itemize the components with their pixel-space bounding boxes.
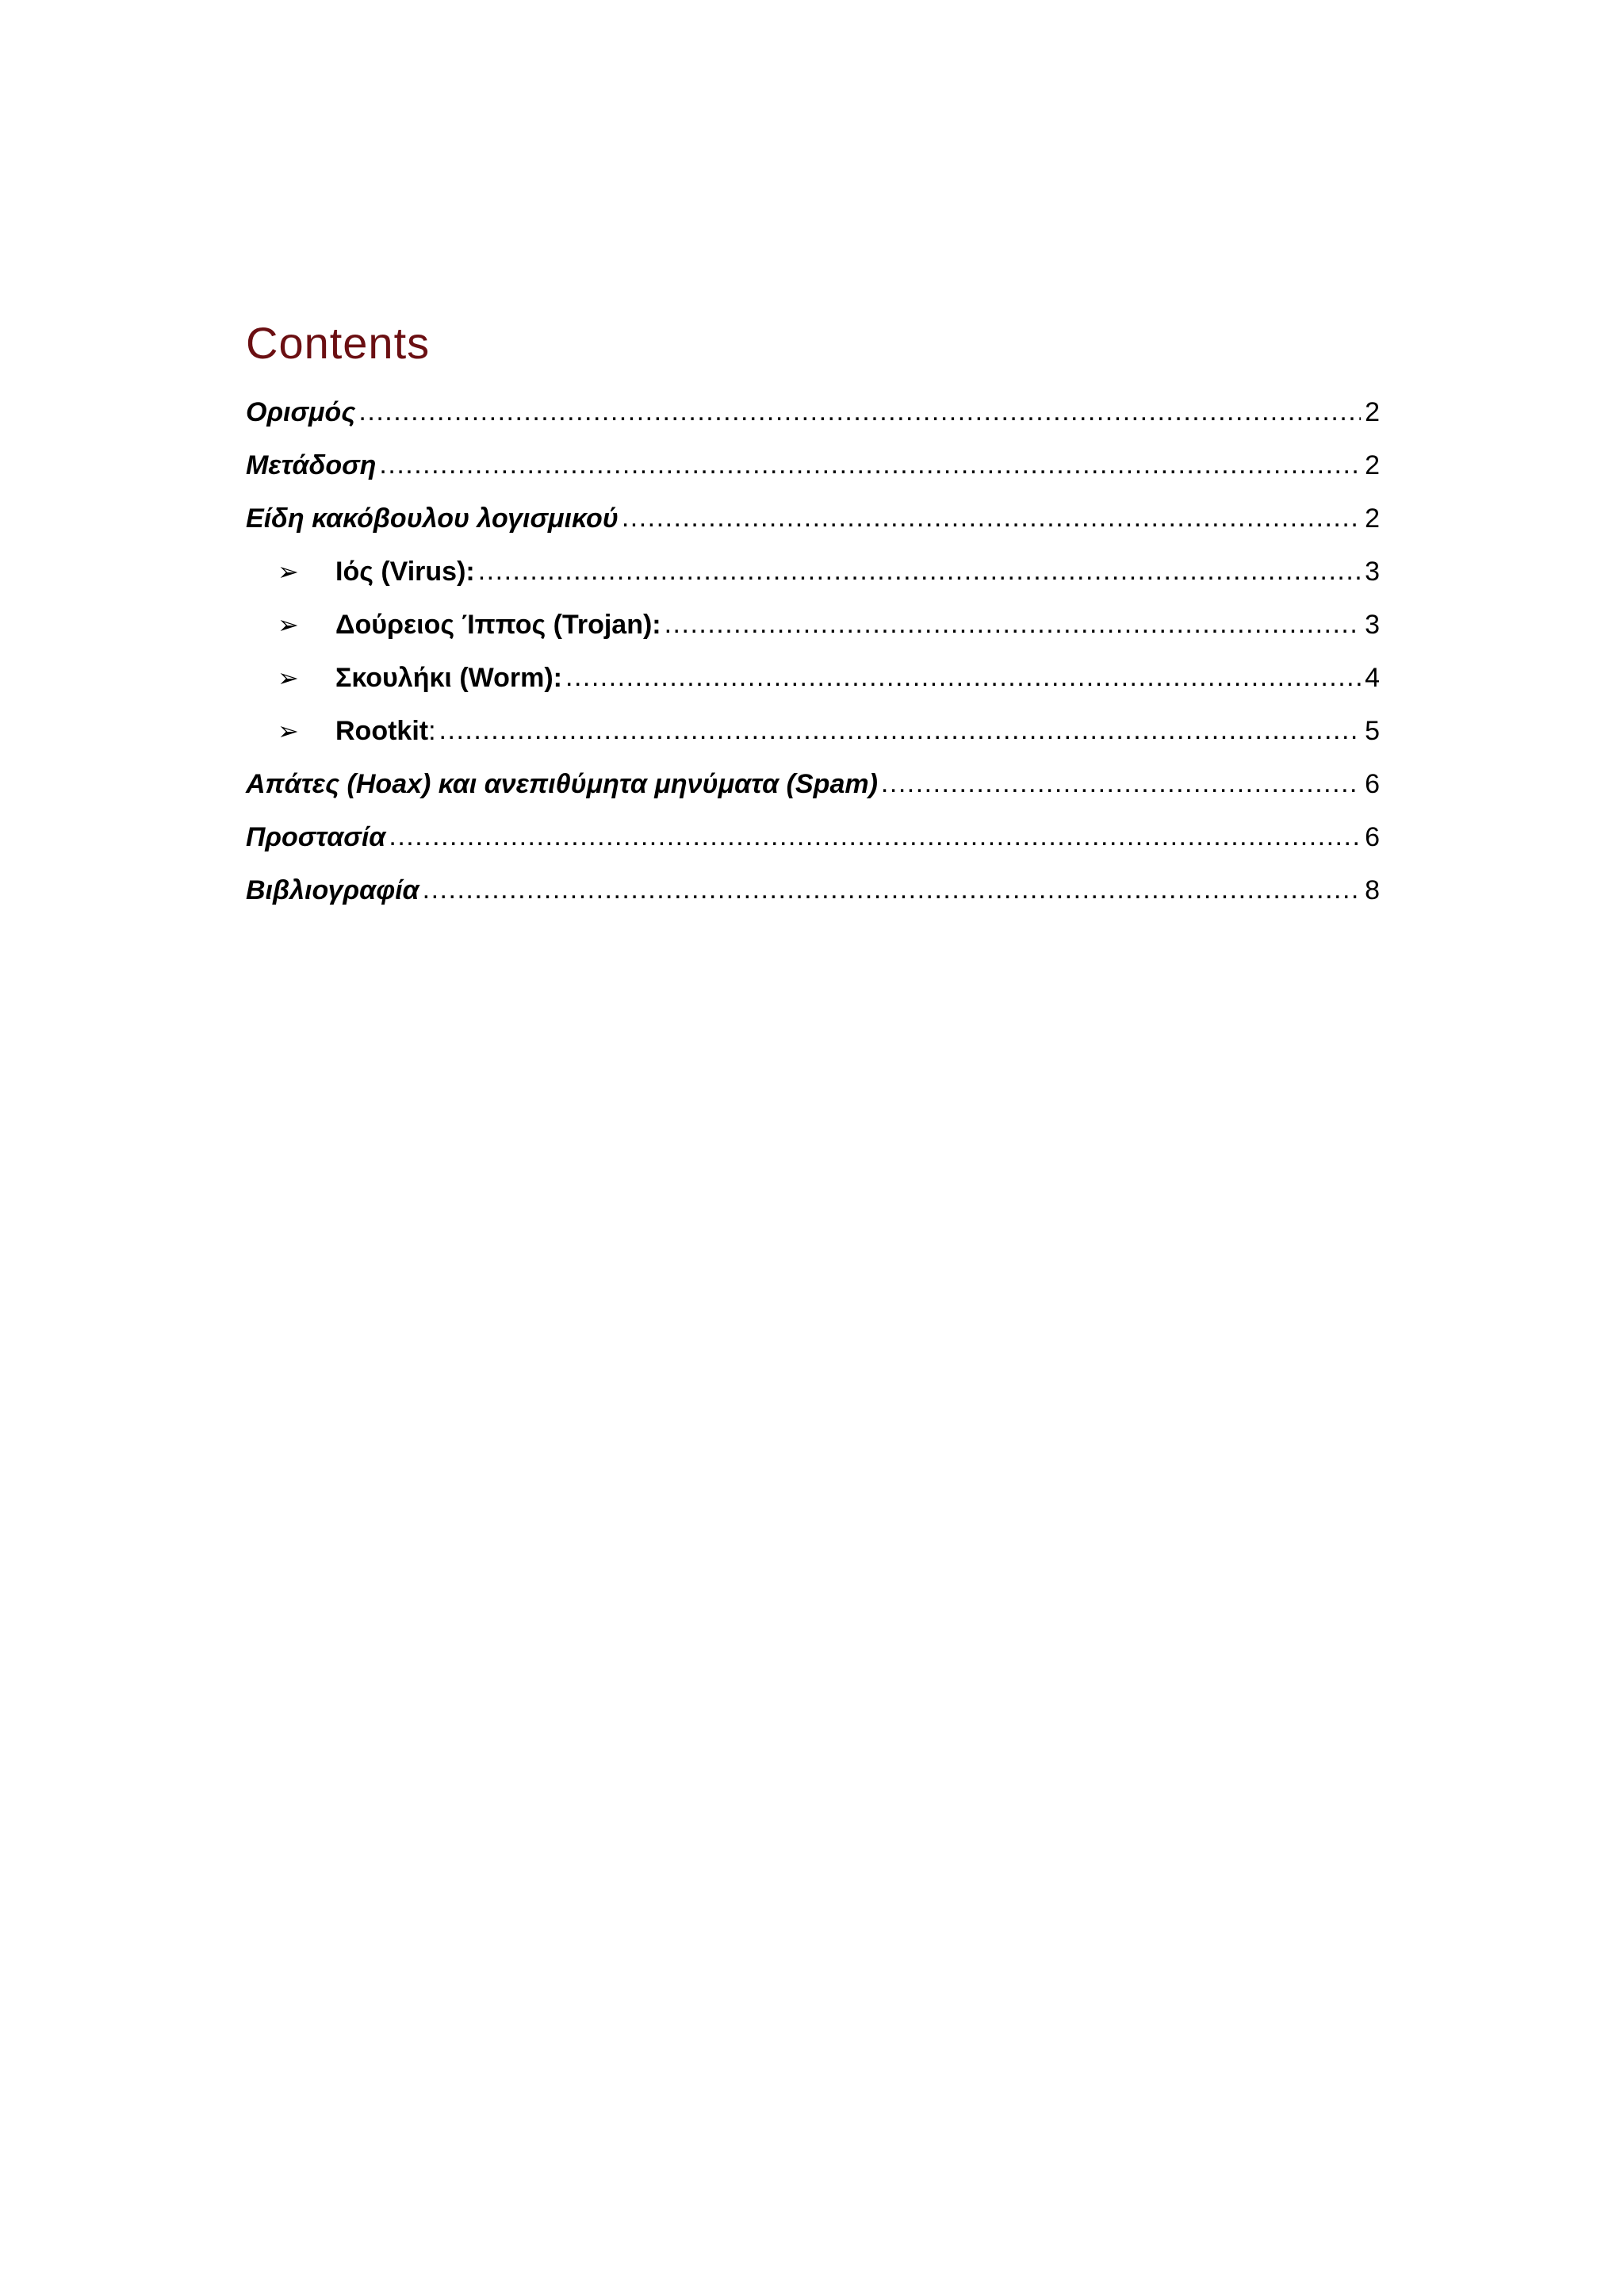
dot-leader bbox=[881, 757, 1361, 810]
toc-entry-hoax-spam[interactable] bbox=[246, 758, 1380, 811]
toc-entry-trojan[interactable] bbox=[246, 599, 1380, 652]
toc-page-number: 8 bbox=[1365, 875, 1380, 905]
toc-page-number: 4 bbox=[1365, 663, 1380, 693]
toc-entry-protection[interactable] bbox=[246, 811, 1380, 864]
arrow-bullet-icon: ➢ bbox=[278, 664, 299, 692]
toc-entry-metadosi[interactable] bbox=[246, 439, 1380, 492]
toc-entry-label: Απάτες (Hoax) και ανεπιθύμητα μηνύματα (Spam) bbox=[246, 769, 878, 799]
toc-entry-virus[interactable] bbox=[246, 545, 1380, 599]
toc-entry-label: Είδη κακόβουλου λογισμικού bbox=[246, 503, 619, 534]
toc-page-number: 3 bbox=[1365, 610, 1380, 640]
toc-entry-bibliography[interactable] bbox=[246, 864, 1380, 917]
toc-page-number: 2 bbox=[1365, 503, 1380, 534]
toc-entry-label: Δούρειος Ίππος (Trojan): bbox=[335, 610, 661, 640]
toc-page-number: 3 bbox=[1365, 557, 1380, 587]
toc-page-number: 2 bbox=[1365, 397, 1380, 427]
toc-entry-label: Προστασία bbox=[246, 822, 386, 852]
toc-page-number: 5 bbox=[1365, 716, 1380, 746]
arrow-bullet-icon: ➢ bbox=[278, 717, 299, 745]
toc-entry-label: Μετάδοση bbox=[246, 450, 377, 480]
toc-entry-label: Ορισμός bbox=[246, 397, 356, 427]
dot-leader bbox=[622, 492, 1361, 545]
dot-leader bbox=[565, 651, 1361, 704]
toc-title: Contents bbox=[246, 318, 431, 368]
toc-page-number: 2 bbox=[1365, 450, 1380, 480]
toc-entry-malware-types[interactable] bbox=[246, 492, 1380, 545]
dot-leader bbox=[439, 704, 1361, 757]
toc-entry-label: Σκουλήκι (Worm): bbox=[335, 663, 562, 693]
dot-leader bbox=[358, 385, 1361, 438]
toc-entry-worm[interactable] bbox=[246, 652, 1380, 705]
toc-page-number: 6 bbox=[1365, 769, 1380, 799]
toc-entry-label: Rootkit bbox=[335, 716, 429, 746]
dot-leader bbox=[665, 598, 1361, 651]
table-of-contents bbox=[246, 318, 1380, 917]
dot-leader bbox=[389, 810, 1361, 863]
toc-entry-label: Βιβλιογραφία bbox=[246, 875, 419, 905]
toc-entry-suffix: : bbox=[428, 716, 436, 746]
dot-leader bbox=[379, 438, 1361, 492]
dot-leader bbox=[478, 545, 1361, 598]
arrow-bullet-icon: ➢ bbox=[278, 557, 299, 586]
toc-page-number: 6 bbox=[1365, 822, 1380, 852]
dot-leader bbox=[423, 863, 1361, 916]
arrow-bullet-icon: ➢ bbox=[278, 610, 299, 639]
toc-list bbox=[246, 386, 1380, 917]
toc-entry-orismos[interactable] bbox=[246, 386, 1380, 439]
toc-entry-rootkit[interactable] bbox=[246, 705, 1380, 758]
toc-entry-label: Ιός (Virus): bbox=[335, 557, 475, 587]
